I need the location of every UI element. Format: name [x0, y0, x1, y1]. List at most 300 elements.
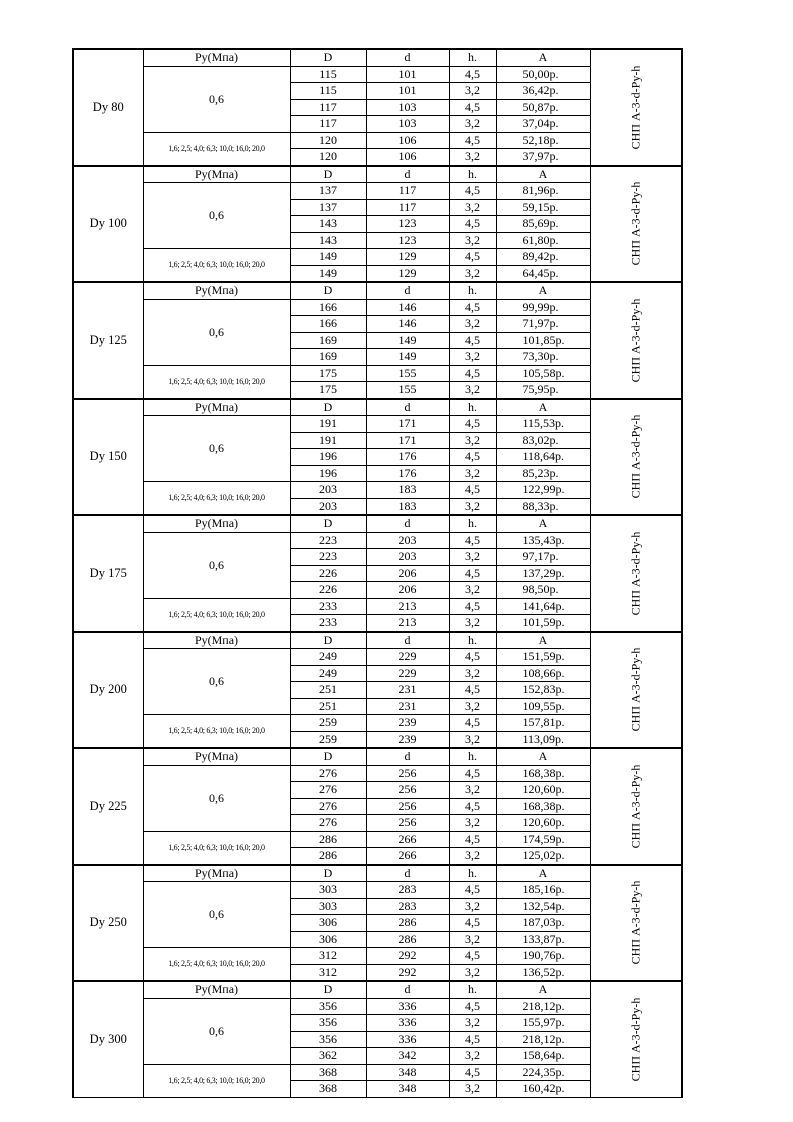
price-cell: 83,02р. [496, 432, 590, 449]
thickness-header: h. [449, 166, 496, 183]
inner-diameter-cell: 239 [366, 731, 449, 748]
thickness-cell: 3,2 [449, 316, 496, 333]
thickness-cell: 4,5 [449, 299, 496, 316]
designation-code [590, 865, 682, 982]
designation-code-text: СНП А-3-d-Py-h [628, 298, 643, 383]
outer-diameter-cell: 191 [290, 416, 366, 433]
thickness-cell: 4,5 [449, 831, 496, 848]
thickness-cell: 3,2 [449, 549, 496, 566]
dn-size-label: Dy 250 [73, 865, 143, 982]
thickness-cell: 3,2 [449, 199, 496, 216]
outer-diameter-cell: 137 [290, 199, 366, 216]
inner-diameter-header: d [366, 632, 449, 649]
outer-diameter-cell: 249 [290, 665, 366, 682]
price-table-sheet [72, 48, 643, 1096]
price-cell: 218,12р. [496, 1031, 590, 1048]
inner-diameter-cell: 176 [366, 449, 449, 466]
designation-code [590, 282, 682, 399]
outer-diameter-cell: 249 [290, 649, 366, 666]
outer-diameter-cell: 191 [290, 432, 366, 449]
outer-diameter-cell: 276 [290, 782, 366, 799]
inner-diameter-cell: 117 [366, 183, 449, 200]
outer-diameter-cell: 117 [290, 116, 366, 133]
outer-diameter-cell: 175 [290, 365, 366, 382]
price-cell: 101,59р. [496, 615, 590, 632]
price-cell: 64,45р. [496, 265, 590, 282]
price-cell: 85,23р. [496, 465, 590, 482]
inner-diameter-cell: 206 [366, 565, 449, 582]
outer-diameter-header: D [290, 632, 366, 649]
thickness-cell: 4,5 [449, 948, 496, 965]
inner-diameter-header: d [366, 282, 449, 299]
designation-code [590, 515, 682, 632]
price-cell: 158,64р. [496, 1048, 590, 1065]
thickness-cell: 4,5 [449, 1064, 496, 1081]
outer-diameter-cell: 276 [290, 815, 366, 832]
inner-diameter-cell: 229 [366, 649, 449, 666]
thickness-cell: 4,5 [449, 765, 496, 782]
inner-diameter-cell: 348 [366, 1064, 449, 1081]
inner-diameter-cell: 101 [366, 83, 449, 100]
outer-diameter-cell: 276 [290, 798, 366, 815]
price-cell: 37,97р. [496, 149, 590, 166]
thickness-cell: 3,2 [449, 931, 496, 948]
thickness-cell: 3,2 [449, 232, 496, 249]
designation-code-text: СНП А-3-d-Py-h [628, 764, 643, 849]
low-pressure-value: 0,6 [143, 183, 290, 249]
inner-diameter-cell: 117 [366, 199, 449, 216]
price-cell: 224,35р. [496, 1064, 590, 1081]
price-cell: 168,38р. [496, 798, 590, 815]
thickness-cell: 4,5 [449, 249, 496, 266]
thickness-header: h. [449, 49, 496, 66]
low-pressure-value: 0,6 [143, 532, 290, 598]
designation-code-text: СНП А-3-d-Py-h [628, 65, 643, 150]
outer-diameter-cell: 166 [290, 299, 366, 316]
inner-diameter-cell: 129 [366, 249, 449, 266]
thickness-cell: 3,2 [449, 815, 496, 832]
thickness-cell: 4,5 [449, 798, 496, 815]
outer-diameter-cell: 306 [290, 915, 366, 932]
price-cell: 174,59р. [496, 831, 590, 848]
price-header: A [496, 399, 590, 416]
designation-code-text: СНП А-3-d-Py-h [628, 414, 643, 499]
table-body [73, 49, 682, 1097]
inner-diameter-cell: 256 [366, 782, 449, 799]
inner-diameter-cell: 149 [366, 349, 449, 366]
inner-diameter-cell: 103 [366, 99, 449, 116]
dn-size-label: Dy 150 [73, 399, 143, 516]
thickness-cell: 4,5 [449, 449, 496, 466]
inner-diameter-cell: 106 [366, 132, 449, 149]
price-cell: 89,42р. [496, 249, 590, 266]
low-pressure-value: 0,6 [143, 882, 290, 948]
price-header: A [496, 748, 590, 765]
outer-diameter-cell: 203 [290, 482, 366, 499]
low-pressure-value: 0,6 [143, 765, 290, 831]
thickness-cell: 3,2 [449, 665, 496, 682]
thickness-cell: 4,5 [449, 682, 496, 699]
high-pressure-values: 1,6; 2,5; 4,0; 6,3; 10,0; 16,0; 20,0 [143, 132, 290, 166]
outer-diameter-cell: 251 [290, 682, 366, 699]
low-pressure-value: 0,6 [143, 299, 290, 365]
price-cell: 108,66р. [496, 665, 590, 682]
high-pressure-values: 1,6; 2,5; 4,0; 6,3; 10,0; 16,0; 20,0 [143, 1064, 290, 1097]
thickness-cell: 4,5 [449, 216, 496, 233]
high-pressure-values: 1,6; 2,5; 4,0; 6,3; 10,0; 16,0; 20,0 [143, 365, 290, 399]
thickness-header: h. [449, 399, 496, 416]
outer-diameter-cell: 143 [290, 216, 366, 233]
low-pressure-value: 0,6 [143, 416, 290, 482]
outer-diameter-cell: 312 [290, 964, 366, 981]
high-pressure-values: 1,6; 2,5; 4,0; 6,3; 10,0; 16,0; 20,0 [143, 598, 290, 632]
designation-code-text: СНП А-3-d-Py-h [628, 997, 643, 1082]
high-pressure-values: 1,6; 2,5; 4,0; 6,3; 10,0; 16,0; 20,0 [143, 831, 290, 865]
inner-diameter-cell: 183 [366, 498, 449, 515]
price-cell: 152,83р. [496, 682, 590, 699]
outer-diameter-cell: 233 [290, 615, 366, 632]
inner-diameter-cell: 283 [366, 882, 449, 899]
outer-diameter-cell: 233 [290, 598, 366, 615]
price-header: A [496, 632, 590, 649]
pressure-header: Ру(Мпа) [143, 515, 290, 532]
outer-diameter-header: D [290, 166, 366, 183]
designation-code [590, 49, 682, 166]
inner-diameter-cell: 171 [366, 416, 449, 433]
price-cell: 118,64р. [496, 449, 590, 466]
outer-diameter-cell: 196 [290, 465, 366, 482]
outer-diameter-cell: 276 [290, 765, 366, 782]
inner-diameter-header: d [366, 166, 449, 183]
gasket-price-table [72, 48, 683, 1098]
inner-diameter-cell: 286 [366, 915, 449, 932]
outer-diameter-header: D [290, 981, 366, 998]
inner-diameter-header: d [366, 515, 449, 532]
price-cell: 85,69р. [496, 216, 590, 233]
inner-diameter-cell: 283 [366, 898, 449, 915]
group-header-row [73, 399, 682, 416]
designation-code-text: СНП А-3-d-Py-h [628, 531, 643, 616]
outer-diameter-header: D [290, 49, 366, 66]
thickness-cell: 3,2 [449, 1048, 496, 1065]
thickness-cell: 3,2 [449, 615, 496, 632]
pressure-header: Ру(Мпа) [143, 282, 290, 299]
thickness-cell: 3,2 [449, 432, 496, 449]
thickness-header: h. [449, 748, 496, 765]
thickness-cell: 3,2 [449, 498, 496, 515]
group-header-row [73, 515, 682, 532]
outer-diameter-cell: 223 [290, 532, 366, 549]
thickness-cell: 3,2 [449, 964, 496, 981]
price-cell: 101,85р. [496, 332, 590, 349]
thickness-header: h. [449, 515, 496, 532]
inner-diameter-header: d [366, 865, 449, 882]
inner-diameter-cell: 123 [366, 216, 449, 233]
thickness-cell: 4,5 [449, 416, 496, 433]
price-cell: 99,99р. [496, 299, 590, 316]
inner-diameter-header: d [366, 748, 449, 765]
pressure-header: Ру(Мпа) [143, 49, 290, 66]
thickness-cell: 3,2 [449, 698, 496, 715]
outer-diameter-cell: 226 [290, 565, 366, 582]
inner-diameter-cell: 336 [366, 1015, 449, 1032]
price-cell: 125,02р. [496, 848, 590, 865]
group-header-row [73, 981, 682, 998]
high-pressure-values: 1,6; 2,5; 4,0; 6,3; 10,0; 16,0; 20,0 [143, 482, 290, 516]
thickness-cell: 3,2 [449, 1081, 496, 1098]
outer-diameter-cell: 143 [290, 232, 366, 249]
inner-diameter-cell: 256 [366, 765, 449, 782]
inner-diameter-cell: 129 [366, 265, 449, 282]
low-pressure-value: 0,6 [143, 649, 290, 715]
thickness-cell: 4,5 [449, 332, 496, 349]
inner-diameter-cell: 213 [366, 615, 449, 632]
inner-diameter-cell: 123 [366, 232, 449, 249]
high-pressure-values: 1,6; 2,5; 4,0; 6,3; 10,0; 16,0; 20,0 [143, 249, 290, 283]
outer-diameter-cell: 303 [290, 898, 366, 915]
outer-diameter-cell: 362 [290, 1048, 366, 1065]
price-cell: 37,04р. [496, 116, 590, 133]
group-header-row [73, 865, 682, 882]
outer-diameter-cell: 149 [290, 249, 366, 266]
thickness-header: h. [449, 632, 496, 649]
inner-diameter-cell: 203 [366, 549, 449, 566]
inner-diameter-cell: 206 [366, 582, 449, 599]
thickness-cell: 4,5 [449, 365, 496, 382]
inner-diameter-cell: 155 [366, 365, 449, 382]
inner-diameter-cell: 146 [366, 316, 449, 333]
outer-diameter-cell: 259 [290, 731, 366, 748]
price-header: A [496, 282, 590, 299]
price-cell: 52,18р. [496, 132, 590, 149]
outer-diameter-cell: 115 [290, 66, 366, 83]
outer-diameter-cell: 120 [290, 132, 366, 149]
thickness-cell: 4,5 [449, 132, 496, 149]
group-header-row [73, 748, 682, 765]
pressure-header: Ру(Мпа) [143, 632, 290, 649]
low-pressure-value: 0,6 [143, 998, 290, 1064]
thickness-cell: 4,5 [449, 99, 496, 116]
price-cell: 135,43р. [496, 532, 590, 549]
outer-diameter-cell: 306 [290, 931, 366, 948]
outer-diameter-cell: 120 [290, 149, 366, 166]
outer-diameter-cell: 203 [290, 498, 366, 515]
thickness-cell: 3,2 [449, 349, 496, 366]
thickness-cell: 3,2 [449, 848, 496, 865]
inner-diameter-cell: 231 [366, 698, 449, 715]
dn-size-label: Dy 225 [73, 748, 143, 865]
thickness-cell: 3,2 [449, 83, 496, 100]
thickness-cell: 3,2 [449, 116, 496, 133]
price-header: A [496, 515, 590, 532]
designation-code-text: СНП А-3-d-Py-h [628, 647, 643, 732]
price-cell: 73,30р. [496, 349, 590, 366]
inner-diameter-cell: 286 [366, 931, 449, 948]
dn-size-label: Dy 125 [73, 282, 143, 399]
price-cell: 120,60р. [496, 782, 590, 799]
thickness-cell: 3,2 [449, 782, 496, 799]
price-cell: 160,42р. [496, 1081, 590, 1098]
inner-diameter-cell: 342 [366, 1048, 449, 1065]
price-cell: 61,80р. [496, 232, 590, 249]
price-cell: 81,96р. [496, 183, 590, 200]
inner-diameter-header: d [366, 981, 449, 998]
inner-diameter-cell: 336 [366, 998, 449, 1015]
designation-code [590, 748, 682, 865]
thickness-cell: 4,5 [449, 598, 496, 615]
thickness-cell: 4,5 [449, 649, 496, 666]
outer-diameter-cell: 356 [290, 1015, 366, 1032]
inner-diameter-cell: 256 [366, 798, 449, 815]
price-header: A [496, 166, 590, 183]
outer-diameter-cell: 117 [290, 99, 366, 116]
thickness-cell: 3,2 [449, 382, 496, 399]
outer-diameter-cell: 356 [290, 998, 366, 1015]
high-pressure-values: 1,6; 2,5; 4,0; 6,3; 10,0; 16,0; 20,0 [143, 948, 290, 982]
price-cell: 218,12р. [496, 998, 590, 1015]
designation-code [590, 399, 682, 516]
thickness-cell: 4,5 [449, 715, 496, 732]
outer-diameter-header: D [290, 282, 366, 299]
inner-diameter-cell: 292 [366, 948, 449, 965]
inner-diameter-cell: 101 [366, 66, 449, 83]
inner-diameter-header: d [366, 399, 449, 416]
outer-diameter-cell: 286 [290, 848, 366, 865]
price-cell: 133,87р. [496, 931, 590, 948]
thickness-cell: 4,5 [449, 998, 496, 1015]
price-cell: 155,97р. [496, 1015, 590, 1032]
price-cell: 109,55р. [496, 698, 590, 715]
thickness-cell: 3,2 [449, 149, 496, 166]
outer-diameter-cell: 175 [290, 382, 366, 399]
price-cell: 168,38р. [496, 765, 590, 782]
high-pressure-values: 1,6; 2,5; 4,0; 6,3; 10,0; 16,0; 20,0 [143, 715, 290, 749]
dn-size-label: Dy 300 [73, 981, 143, 1097]
price-cell: 105,58р. [496, 365, 590, 382]
outer-diameter-header: D [290, 515, 366, 532]
group-header-row [73, 632, 682, 649]
group-header-row [73, 282, 682, 299]
inner-diameter-cell: 213 [366, 598, 449, 615]
thickness-header: h. [449, 865, 496, 882]
pressure-header: Ру(Мпа) [143, 981, 290, 998]
price-cell: 71,97р. [496, 316, 590, 333]
inner-diameter-cell: 239 [366, 715, 449, 732]
thickness-cell: 4,5 [449, 915, 496, 932]
price-cell: 113,09р. [496, 731, 590, 748]
inner-diameter-cell: 231 [366, 682, 449, 699]
inner-diameter-cell: 348 [366, 1081, 449, 1098]
price-cell: 75,95р. [496, 382, 590, 399]
inner-diameter-cell: 229 [366, 665, 449, 682]
price-cell: 137,29р. [496, 565, 590, 582]
inner-diameter-cell: 292 [366, 964, 449, 981]
price-cell: 50,00р. [496, 66, 590, 83]
low-pressure-value: 0,6 [143, 66, 290, 132]
designation-code [590, 981, 682, 1097]
inner-diameter-cell: 203 [366, 532, 449, 549]
outer-diameter-cell: 115 [290, 83, 366, 100]
price-cell: 97,17р. [496, 549, 590, 566]
price-header: A [496, 49, 590, 66]
outer-diameter-cell: 169 [290, 349, 366, 366]
outer-diameter-cell: 196 [290, 449, 366, 466]
inner-diameter-cell: 146 [366, 299, 449, 316]
price-cell: 122,99р. [496, 482, 590, 499]
thickness-cell: 3,2 [449, 1015, 496, 1032]
price-cell: 157,81р. [496, 715, 590, 732]
inner-diameter-cell: 103 [366, 116, 449, 133]
inner-diameter-cell: 171 [366, 432, 449, 449]
price-cell: 132,54р. [496, 898, 590, 915]
thickness-header: h. [449, 981, 496, 998]
thickness-cell: 3,2 [449, 898, 496, 915]
outer-diameter-cell: 166 [290, 316, 366, 333]
outer-diameter-cell: 149 [290, 265, 366, 282]
thickness-cell: 4,5 [449, 1031, 496, 1048]
group-header-row [73, 49, 682, 66]
inner-diameter-header: d [366, 49, 449, 66]
dn-size-label: Dy 100 [73, 166, 143, 283]
outer-diameter-header: D [290, 748, 366, 765]
price-cell: 190,76р. [496, 948, 590, 965]
price-cell: 120,60р. [496, 815, 590, 832]
outer-diameter-cell: 286 [290, 831, 366, 848]
pressure-header: Ру(Мпа) [143, 399, 290, 416]
outer-diameter-cell: 368 [290, 1064, 366, 1081]
price-header: A [496, 981, 590, 998]
thickness-cell: 4,5 [449, 532, 496, 549]
inner-diameter-cell: 266 [366, 831, 449, 848]
dn-size-label: Dy 80 [73, 49, 143, 166]
thickness-cell: 4,5 [449, 482, 496, 499]
inner-diameter-cell: 106 [366, 149, 449, 166]
inner-diameter-cell: 256 [366, 815, 449, 832]
dn-size-label: Dy 175 [73, 515, 143, 632]
outer-diameter-cell: 356 [290, 1031, 366, 1048]
thickness-cell: 3,2 [449, 465, 496, 482]
inner-diameter-cell: 149 [366, 332, 449, 349]
outer-diameter-cell: 303 [290, 882, 366, 899]
thickness-cell: 3,2 [449, 582, 496, 599]
group-header-row [73, 166, 682, 183]
inner-diameter-cell: 176 [366, 465, 449, 482]
price-cell: 187,03р. [496, 915, 590, 932]
price-cell: 151,59р. [496, 649, 590, 666]
outer-diameter-cell: 137 [290, 183, 366, 200]
thickness-cell: 3,2 [449, 265, 496, 282]
dn-size-label: Dy 200 [73, 632, 143, 749]
outer-diameter-cell: 259 [290, 715, 366, 732]
thickness-cell: 4,5 [449, 882, 496, 899]
thickness-header: h. [449, 282, 496, 299]
price-cell: 98,50р. [496, 582, 590, 599]
inner-diameter-cell: 155 [366, 382, 449, 399]
price-cell: 88,33р. [496, 498, 590, 515]
price-cell: 141,64р. [496, 598, 590, 615]
price-header: A [496, 865, 590, 882]
inner-diameter-cell: 183 [366, 482, 449, 499]
designation-code [590, 632, 682, 749]
price-cell: 50,87р. [496, 99, 590, 116]
thickness-cell: 3,2 [449, 731, 496, 748]
inner-diameter-cell: 266 [366, 848, 449, 865]
price-cell: 115,53р. [496, 416, 590, 433]
inner-diameter-cell: 336 [366, 1031, 449, 1048]
pressure-header: Ру(Мпа) [143, 166, 290, 183]
price-cell: 36,42р. [496, 83, 590, 100]
outer-diameter-cell: 312 [290, 948, 366, 965]
